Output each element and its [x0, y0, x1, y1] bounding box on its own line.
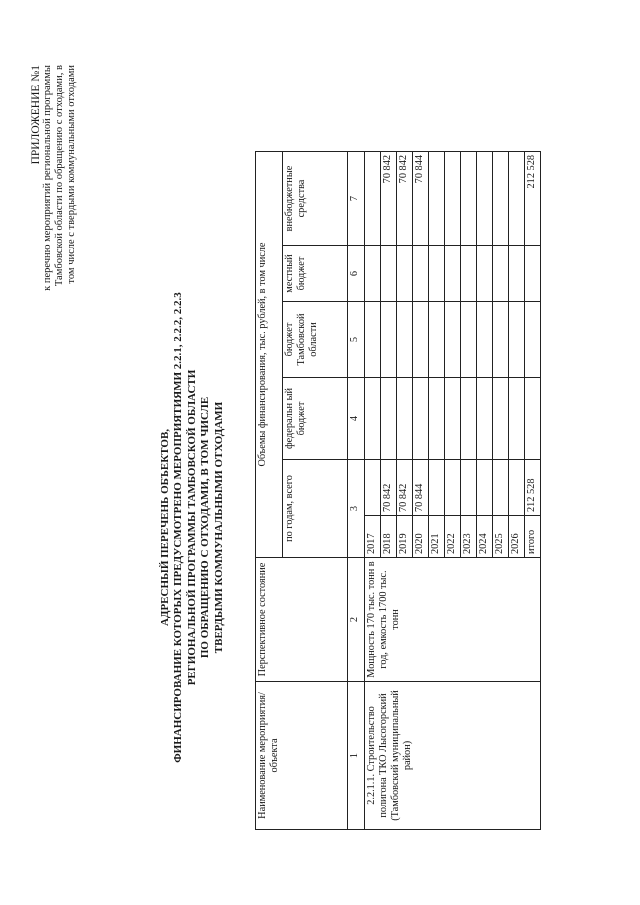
total-cell: 212 528	[525, 460, 541, 516]
regional-cell	[461, 302, 477, 378]
local-cell	[525, 246, 541, 302]
col-number: 2	[348, 558, 365, 682]
title-line: АДРЕСНЫЙ ПЕРЕЧЕНЬ ОБЪЕКТОВ,	[159, 428, 171, 627]
local-cell	[397, 246, 413, 302]
local-cell	[477, 246, 493, 302]
total-cell	[365, 460, 381, 516]
col-number: 1	[348, 682, 365, 830]
object-name-cell: 2.2.1.1. Строительство полигона ТКО Лысогорский (Тамбовский муниципальный район)	[365, 682, 541, 830]
year-cell: 2023	[461, 516, 477, 558]
year-cell: 2018	[381, 516, 397, 558]
document-title	[159, 190, 226, 865]
regional-cell	[525, 302, 541, 378]
regional-cell	[413, 302, 429, 378]
column-number-row	[348, 152, 365, 830]
col-number: 6	[348, 246, 365, 302]
appendix-line: том числе с твердыми коммунальными отходами	[66, 65, 77, 284]
total-cell: 70 842	[381, 460, 397, 516]
federal-cell	[365, 378, 381, 460]
federal-cell	[381, 378, 397, 460]
extra-cell	[493, 152, 509, 246]
header-extra: внебюджетные средства	[283, 152, 348, 246]
local-cell	[381, 246, 397, 302]
regional-cell	[381, 302, 397, 378]
title-line: ПО ОБРАЩЕНИЮ С ОТХОДАМИ, В ТОМ ЧИСЛЕ	[199, 396, 212, 659]
appendix-line: Тамбовской области по обращению с отходами, в	[54, 65, 65, 287]
regional-cell	[477, 302, 493, 378]
total-cell	[509, 460, 525, 516]
regional-cell	[365, 302, 381, 378]
header-financing: Объемы финансирования, тыс. рублей, в том числе	[256, 152, 283, 558]
extra-cell	[429, 152, 445, 246]
extra-cell	[477, 152, 493, 246]
header-row	[256, 152, 283, 830]
title-line: ТВЕРДЫМИ КОММУНАЛЬНЫМИ ОТХОДАМИ	[212, 401, 225, 654]
local-cell	[413, 246, 429, 302]
federal-cell	[493, 378, 509, 460]
title-line: РЕГИОНАЛЬНОЙ ПРОГРАММЫ ТАМБОВСКОЙ ОБЛАСТИ	[185, 369, 198, 686]
col-number: 7	[348, 152, 365, 246]
total-cell	[429, 460, 445, 516]
col-number: 5	[348, 302, 365, 378]
total-cell: 70 842	[397, 460, 413, 516]
regional-cell	[493, 302, 509, 378]
header-local: местный бюджет	[283, 246, 348, 302]
extra-cell: 70 842	[397, 152, 413, 246]
object-state-cell: Мощность 170 тыс. тонн в год, емкость 1700 тыс. тонн	[365, 558, 541, 682]
year-cell: 2021	[429, 516, 445, 558]
total-cell	[445, 460, 461, 516]
appendix-title: ПРИЛОЖЕНИЕ №1	[30, 65, 42, 165]
extra-cell: 212 528	[525, 152, 541, 246]
local-cell	[365, 246, 381, 302]
total-cell	[493, 460, 509, 516]
regional-cell	[397, 302, 413, 378]
year-cell: 2019	[397, 516, 413, 558]
header-state: Перспективное состояние	[256, 558, 348, 682]
year-cell: 2026	[509, 516, 525, 558]
year-cell: 2022	[445, 516, 461, 558]
federal-cell	[509, 378, 525, 460]
col-number: 3	[348, 460, 365, 558]
header-name: Наименование мероприятия/объекта	[256, 682, 348, 830]
year-cell: 2025	[493, 516, 509, 558]
local-cell	[429, 246, 445, 302]
regional-cell	[429, 302, 445, 378]
year-cell: 2017	[365, 516, 381, 558]
extra-cell	[365, 152, 381, 246]
col-number: 4	[348, 378, 365, 460]
federal-cell	[413, 378, 429, 460]
financing-table	[255, 151, 541, 830]
local-cell	[445, 246, 461, 302]
regional-cell	[445, 302, 461, 378]
table-row	[365, 152, 381, 830]
year-cell: 2020	[413, 516, 429, 558]
extra-cell	[509, 152, 525, 246]
total-cell: 70 844	[413, 460, 429, 516]
header-federal: федеральн ый бюджет	[283, 378, 348, 460]
title-line: ФИНАНСИРОВАНИЕ КОТОРЫХ ПРЕДУСМОТРЕНО МЕРОПРИЯТИЯМИ 2.2.1, 2.2.2, 2.2.3	[172, 292, 185, 763]
total-cell	[477, 460, 493, 516]
header-by-years: по годам, всего	[283, 460, 348, 558]
regional-cell	[509, 302, 525, 378]
federal-cell	[477, 378, 493, 460]
federal-cell	[525, 378, 541, 460]
federal-cell	[429, 378, 445, 460]
extra-cell	[461, 152, 477, 246]
total-cell	[461, 460, 477, 516]
local-cell	[461, 246, 477, 302]
extra-cell: 70 844	[413, 152, 429, 246]
extra-cell	[445, 152, 461, 246]
appendix-line: к перечню мероприятий региональной программы	[42, 65, 53, 291]
extra-cell: 70 842	[381, 152, 397, 246]
appendix-block	[30, 65, 78, 385]
header-regional: бюджет Тамбовской области	[283, 302, 348, 378]
federal-cell	[445, 378, 461, 460]
local-cell	[509, 246, 525, 302]
year-cell: итого	[525, 516, 541, 558]
local-cell	[493, 246, 509, 302]
federal-cell	[397, 378, 413, 460]
federal-cell	[461, 378, 477, 460]
year-cell: 2024	[477, 516, 493, 558]
